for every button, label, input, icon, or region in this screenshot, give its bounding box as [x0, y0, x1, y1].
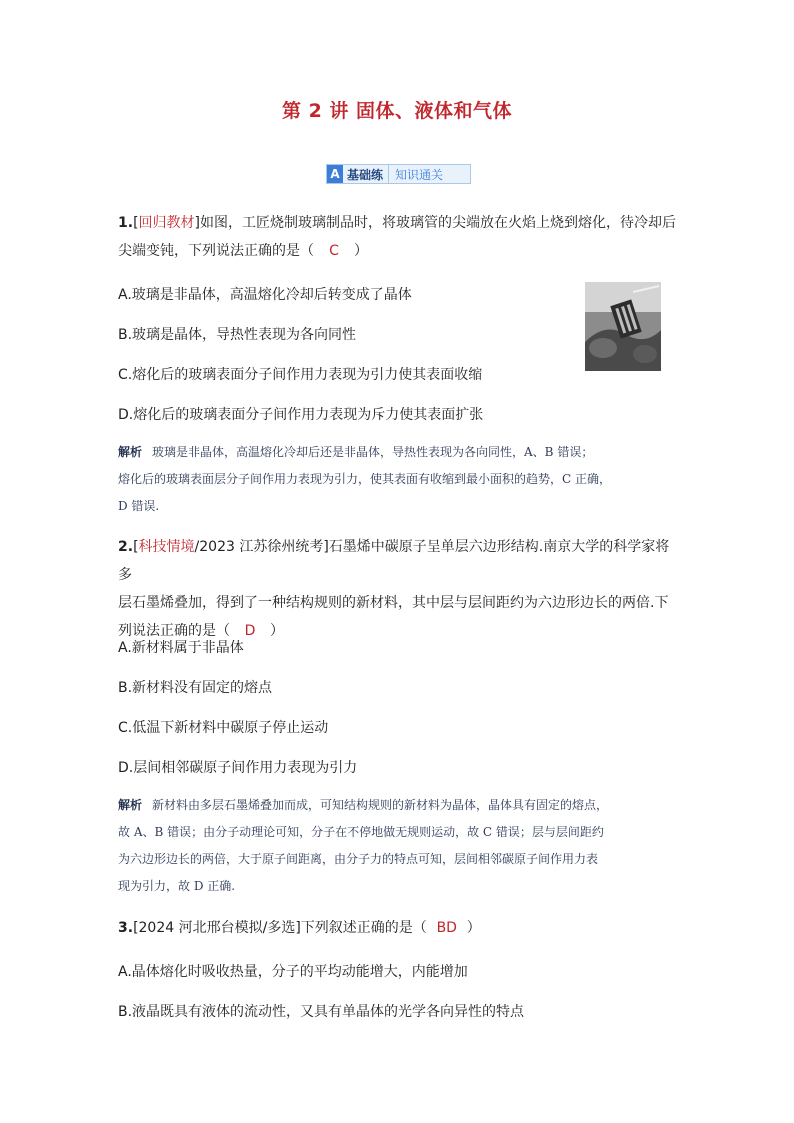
question-text-line: ） [270, 623, 284, 639]
question-2-stem: 2.[科技情境/2023 江苏徐州统考]石墨烯中碳原子呈单层六边形结构.南京大学的科学家将多 层石墨烯叠加，得到了一种结构规则的新材料，其中层与层间距约为六边形边长的两倍.下 列说法正确的是（ D ） [118, 533, 678, 645]
option-a: A.晶体熔化时吸收热量，分子的平均动能增大，内能增加 [118, 964, 468, 980]
explanation-line: 玻璃是非晶体，高温熔化冷却后还是非晶体，导热性表现为各向同性，A、B 错误； [152, 445, 594, 459]
section-tag [326, 164, 471, 184]
answer-mark: BD [436, 920, 457, 936]
question-tag: 回归教材 [138, 215, 195, 231]
option-a: A.新材料属于非晶体 [118, 640, 244, 656]
question-tag: 科技情境 [138, 539, 195, 555]
answer-mark: D [244, 623, 256, 639]
option-d: D.层间相邻碳原子间作用力表现为引力 [118, 760, 358, 776]
section-sub-label: 知识通关 [388, 165, 449, 183]
section-letter: A [327, 165, 343, 183]
option-c: C.低温下新材料中碳原子停止运动 [118, 720, 329, 736]
option-b: B.玻璃是晶体，导热性表现为各向同性 [118, 327, 357, 343]
glassworker-photo-icon [585, 282, 661, 371]
question-number: 3. [118, 920, 134, 936]
question-text-line: 尖端变钝，下列说法正确的是（ [118, 243, 314, 259]
glassworker-photo-drawing [585, 282, 661, 371]
question-3-stem [118, 914, 678, 942]
section-main-label: 基础练 [347, 167, 384, 182]
option-b: B.液晶既具有液体的流动性，又具有单晶体的光学各向异性的特点 [118, 1004, 525, 1020]
question-text-line: 列说法正确的是（ [118, 623, 230, 639]
question-text-line: ） [354, 243, 368, 259]
question-source: /2023 江苏徐州统考] [194, 539, 329, 555]
answer-mark: C [329, 243, 339, 259]
option-c: C.熔化后的玻璃表面分子间作用力表现为引力使其表面收缩 [118, 367, 483, 383]
question-number: 1. [118, 215, 134, 231]
explanation-2 [118, 792, 678, 900]
explanation-line: 熔化后的玻璃表面层分子间作用力表现为引力，使其表面有收缩到最小面积的趋势，C 正确， [118, 472, 611, 486]
explanation-line: 为六边形边长的两倍，大于原子间距离，由分子力的特点可知，层间相邻碳原子间作用力表 [118, 852, 599, 866]
explanation-line: 新材料由多层石墨烯叠加而成，可知结构规则的新材料为晶体，晶体具有固定的熔点， [152, 798, 609, 812]
option-d: D.熔化后的玻璃表面分子间作用力表现为斥力使其表面扩张 [118, 407, 484, 423]
explanation-line: D 错误. [118, 499, 160, 513]
explanation-line: 现为引力，故 D 正确. [118, 879, 236, 893]
explanation-label: 解析 [118, 445, 143, 459]
question-text-line: ） [466, 920, 481, 936]
question-1-stem: 1.[回归教材]如图，工匠烧制玻璃制品时，将玻璃管的尖端放在火焰上烧到熔化，待冷却后 尖端变钝，下列说法正确的是（ C ） [118, 209, 678, 265]
question-text-line: [2024 河北邢台模拟/多选]下列叙述正确的是（ [133, 920, 427, 936]
page-title: 第 2 讲 固体、液体和气体 [281, 100, 513, 122]
explanation-label: 解析 [118, 798, 143, 812]
option-a: A.玻璃是非晶体，高温熔化冷却后转变成了晶体 [118, 287, 412, 303]
question-text-line: 层石墨烯叠加，得到了一种结构规则的新材料，其中层与层间距约为六边形边长的两倍.下 [118, 595, 669, 611]
option-b: B.新材料没有固定的熔点 [118, 680, 273, 696]
explanation-line: 故 A、B 错误；由分子动理论可知，分子在不停地做无规则运动，故 C 错误；层与层间距约 [118, 825, 604, 839]
question-text-line: 如图，工匠烧制玻璃制品时，将玻璃管的尖端放在火焰上烧到熔化，待冷却后 [200, 215, 676, 231]
question-text-line: 石墨烯中碳原子呈单层六边形结构.南京大学的科学家将多 [118, 539, 670, 583]
explanation-1 [118, 439, 678, 520]
question-number: 2. [118, 539, 134, 555]
